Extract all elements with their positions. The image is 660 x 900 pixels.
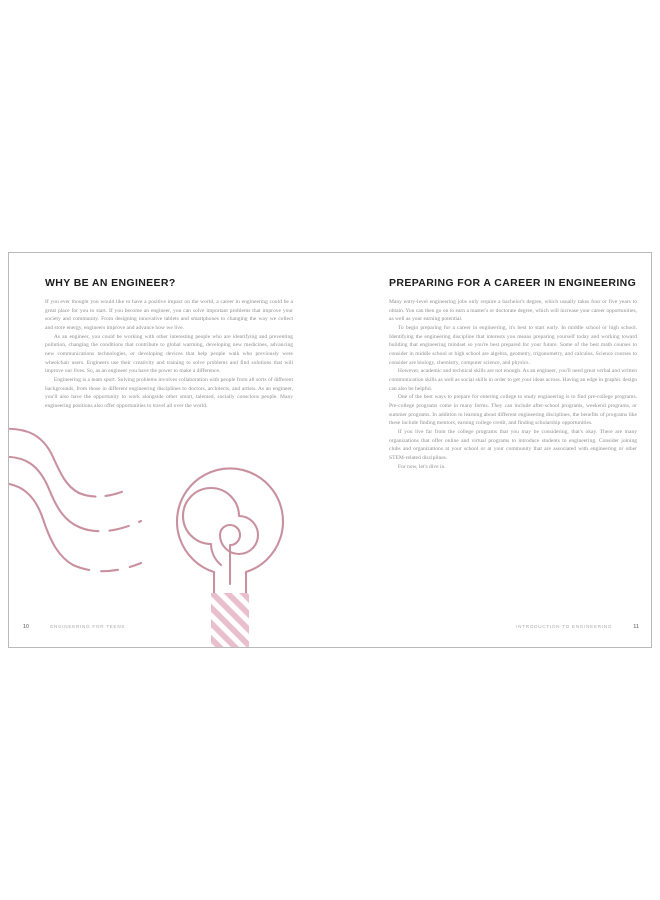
motion-line-top [9,429,127,497]
bulb-neck [214,572,246,593]
bulb-base [211,593,249,647]
paragraph: Many entry-level engineering jobs only require a bachelor's degree, which usually takes four or five years to obtain. You can then go on to earn a master's or doctorate degree, which will increase your career opportunities, as well as your earning potential. [389,298,637,323]
paragraph: One of the best ways to prepare for entering college to study engineering is to find pre-college programs. Pre-college programs come in many forms. They can include after-school programs, weekend programs, or summer programs. In addition to learning about different engineering disciplines, the benefits of programs like these include finding mentors, earning college credit, and finding scholarship opportunities. [389,394,637,427]
page-number: 11 [633,624,639,630]
paragraph: However, academic and technical skills are not enough. As an engineer, you'll need great verbal and written communication skills as well as social skills in order to get your ideas across. Having an edge in graphic design can also be helpful. [389,368,637,392]
running-head: INTRODUCTION TO ENGINEERING [516,624,613,629]
left-page-footer [23,624,125,630]
right-page [331,253,652,647]
paragraph: For now, let's dive in. [397,463,446,470]
paragraph: Engineering is a team sport. Solving problems involves collaboration with people from all sorts of different backgrounds, from those in different engineering disciplines to doctors, architects, and artists. As an engineer, you'll also have the opportunity to work alongside other smart, talented, socially conscious people. Many engineering positions also offer opportunities to travel all over the world. [45,376,293,409]
paragraph: If you ever thought you would like to have a positive impact on the world, a career in engineering could be a great place for you to start. If you become an engineer, you can solve important problems that improve your society and community. From designing innovative tablets and smartphones to changing the way we collect and store energy, engineers improve and advance how we live. [45,298,293,331]
left-page [9,253,331,647]
left-text-column [45,277,293,411]
spiral-filament [183,488,258,584]
right-page-body [389,298,637,471]
motion-line-bottom [9,483,141,571]
book-spread [8,252,652,648]
paragraph: As an engineer, you could be working with other interesting people who are identifying and preventing pollution, changing the conditions that contribute to global warming, developing new medicines, advancing new communications technologies, or developing devices that help people walk who previously were wheelchair users. Engineers use their creativity and training to solve problems and find solutions that will improve our lives. So, as an engineer you have the power to make a difference. [45,333,293,375]
running-head: ENGINEERING FOR TEENS [50,624,126,629]
page-number: 10 [23,624,30,630]
lightbulb-illustration [9,417,331,647]
left-page-body [45,298,293,411]
right-text-column [389,277,637,471]
lightbulb-svg [9,417,331,647]
paragraph: To begin preparing for a career in engineering, it's best to start early. In middle school or high school. Identifying the engineering discipline that interests you means preparing yourself today and working toward building that engineering mindset so you're best prepared for your future. Some of the best math courses to consider in middle school or high school are algebra, geometry, trigonometry, and calculus. Science courses to consider are biology, chemistry, computer science, and physics. [389,324,637,366]
left-page-heading: WHY BE AN ENGINEER? [45,277,176,289]
bulb-globe [177,468,283,572]
paragraph: If you live far from the college programs that you may be considering, that's okay. There are many organizations that offer online and virtual programs to introduce students to engineering. Consider joining clubs and organizations at your school or at your community that are associated with engineering or other STEM-related disciplines. [389,428,637,461]
motion-line-middle [9,457,141,532]
right-page-heading: PREPARING FOR A CAREER IN ENGINEERING [389,277,637,289]
right-page-footer [516,624,639,630]
